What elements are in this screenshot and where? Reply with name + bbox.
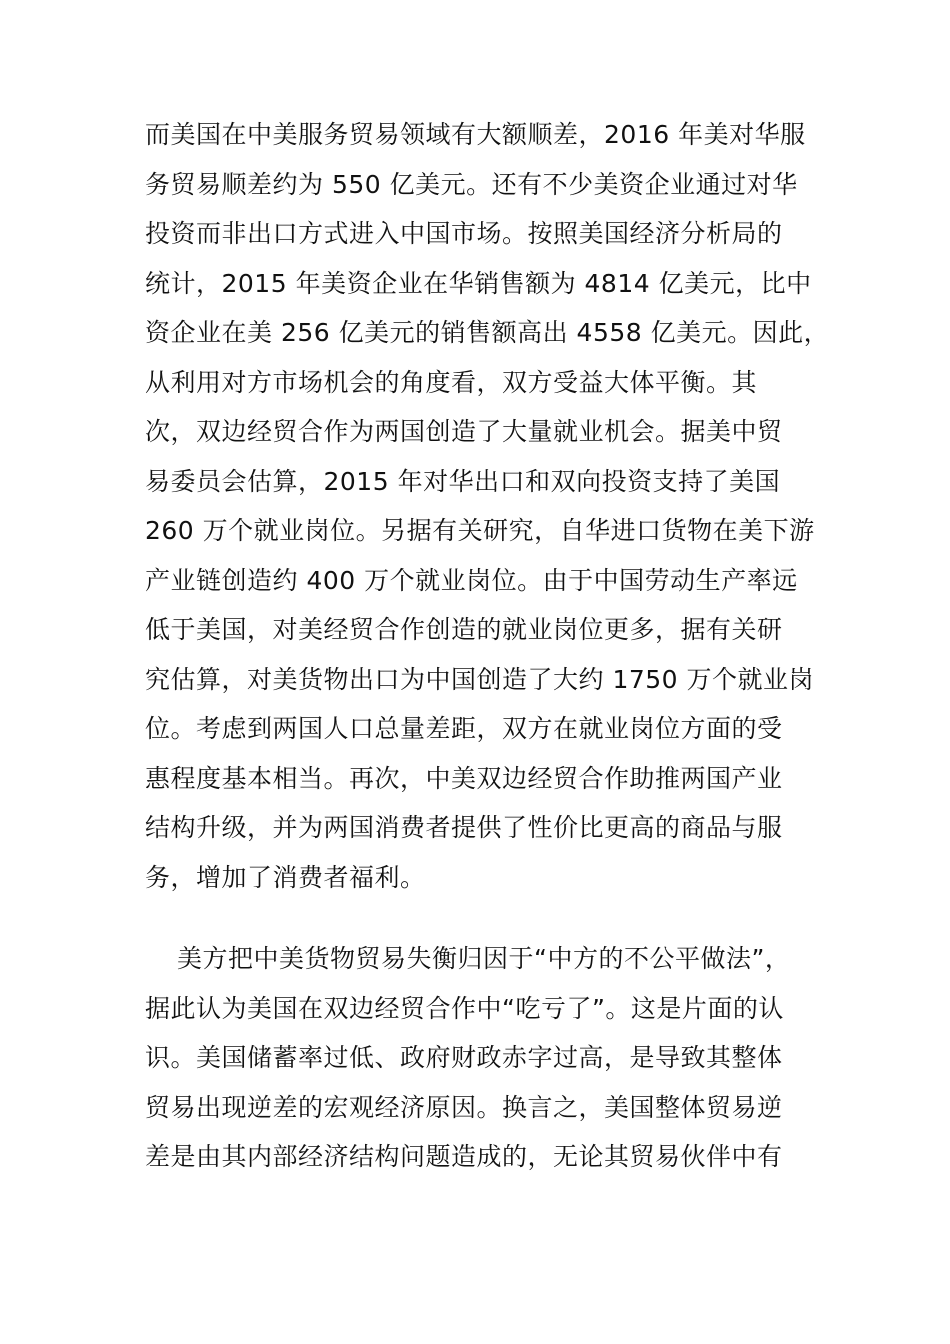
text-line: 差是由其内部经济结构问题造成的，无论其贸易伙伴中有 — [145, 1142, 783, 1171]
text-line: 美方把中美货物贸易失衡归因于“中方的不公平做法”， — [177, 944, 791, 973]
text-line: 产业链创造约 400 万个就业岗位。由于中国劳动生产率远 — [145, 565, 798, 595]
text-line: 贸易出现逆差的宏观经济原因。换言之，美国整体贸易逆 — [145, 1092, 783, 1122]
text-line: 据此认为美国在双边经贸合作中“吃亏了”。这是片面的认 — [145, 993, 784, 1023]
text-line: 从利用对方市场机会的角度看，双方受益大体平衡。其 — [145, 367, 758, 397]
text-line: 结构升级，并为两国消费者提供了性价比更高的商品与服 — [145, 813, 783, 842]
text-line: 投资而非出口方式进入中国市场。按照美国经济分析局的 — [145, 219, 783, 248]
text-line: 资企业在美 256 亿美元的销售额高出 4558 亿美元。因此， — [145, 318, 830, 347]
text-line: 务，增加了消费者福利。 — [145, 862, 426, 892]
text-line: 易委员会估算，2015 年对华出口和双向投资支持了美国 — [145, 466, 781, 496]
text-line: 次，双边经贸合作为两国创造了大量就业机会。据美中贸 — [145, 417, 783, 446]
text-line: 260 万个就业岗位。另据有关研究，自华进口货物在美下游 — [145, 516, 815, 545]
text-line: 惠程度基本相当。再次，中美双边经贸合作助推两国产业 — [145, 763, 783, 793]
text-line: 究估算，对美货物出口为中国创造了大约 1750 万个就业岗 — [145, 664, 815, 694]
text-line: 位。考虑到两国人口总量差距，双方在就业岗位方面的受 — [145, 714, 783, 743]
text-line: 而美国在中美服务贸易领域有大额顺差，2016 年美对华服 — [145, 120, 806, 149]
text-line: 低于美国，对美经贸合作创造的就业岗位更多，据有关研 — [145, 615, 783, 644]
text-line: 识。美国储蓄率过低、政府财政赤字过高，是导致其整体 — [145, 1043, 783, 1072]
text-line: 统计，2015 年美资企业在华销售额为 4814 亿美元，比中 — [145, 268, 812, 298]
text-line: 务贸易顺差约为 550 亿美元。还有不少美资企业通过对华 — [145, 169, 798, 199]
